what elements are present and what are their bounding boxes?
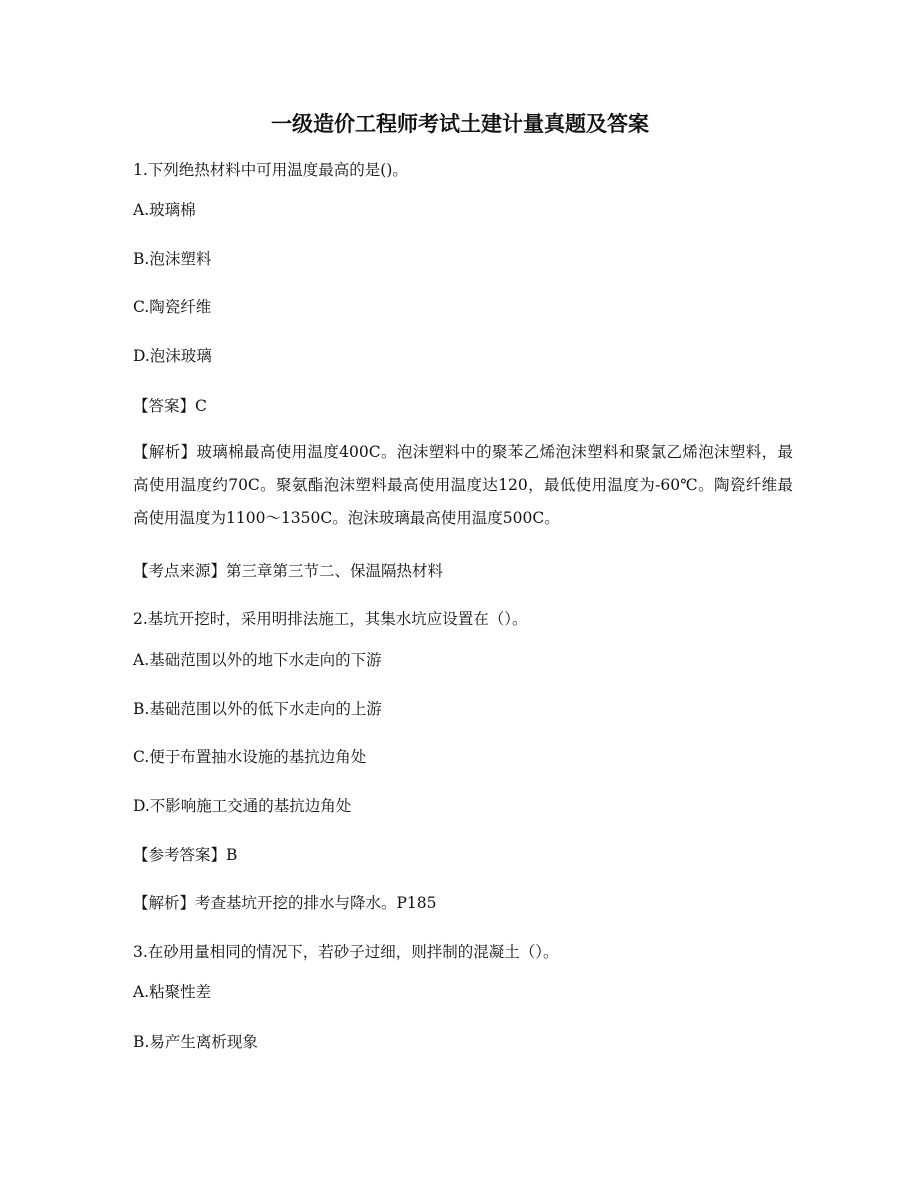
question-3-option-a: A.粘聚性差 xyxy=(133,983,212,1001)
question-1-answer: 【答案】C xyxy=(133,397,207,415)
question-2-option-d: D.不影响施工交通的基抗边角处 xyxy=(133,797,352,815)
question-2-text: 2.基坑开挖时，采用明排法施工，其集水坑应设置在（）。 xyxy=(133,610,528,628)
question-2-analysis: 【解析】考查基坑开挖的排水与降水。P185 xyxy=(133,894,437,912)
document-title: 一级造价工程师考试土建计量真题及答案 xyxy=(271,112,649,136)
question-2-option-c: C.便于布置抽水设施的基抗边角处 xyxy=(133,748,367,766)
question-1-source: 【考点来源】第三章第三节二、保温隔热材料 xyxy=(133,562,444,580)
question-1-analysis: 【解析】玻璃棉最高使用温度400C。泡沫塑料中的聚苯乙烯泡沫塑料和聚氯乙烯泡沫塑料，最高使用温度约70C。聚氨酯泡沫塑料最高使用温度达120，最低使用温度为-60℃。陶瓷纤维最高使用温度为1100～1350C。泡沫玻璃最高使用温度500C。 xyxy=(133,443,793,527)
question-1-option-c: C.陶瓷纤维 xyxy=(133,298,212,316)
question-1-option-b: B.泡沫塑料 xyxy=(133,250,212,268)
question-2-option-b: B.基础范围以外的低下水走向的上游 xyxy=(133,700,382,718)
question-1-option-a: A.玻璃棉 xyxy=(133,201,196,219)
question-1-option-d: D.泡沫玻璃 xyxy=(133,347,212,365)
question-3-text: 3.在砂用量相同的情况下，若砂子过细，则拌制的混凝土（）。 xyxy=(133,943,559,961)
question-3-option-b: B.易产生离析现象 xyxy=(133,1033,258,1051)
question-1-text: 1.下列绝热材料中可用温度最高的是()。 xyxy=(133,161,408,179)
question-2-answer: 【参考答案】B xyxy=(133,846,238,864)
question-2-option-a: A.基础范围以外的地下水走向的下游 xyxy=(133,651,382,669)
